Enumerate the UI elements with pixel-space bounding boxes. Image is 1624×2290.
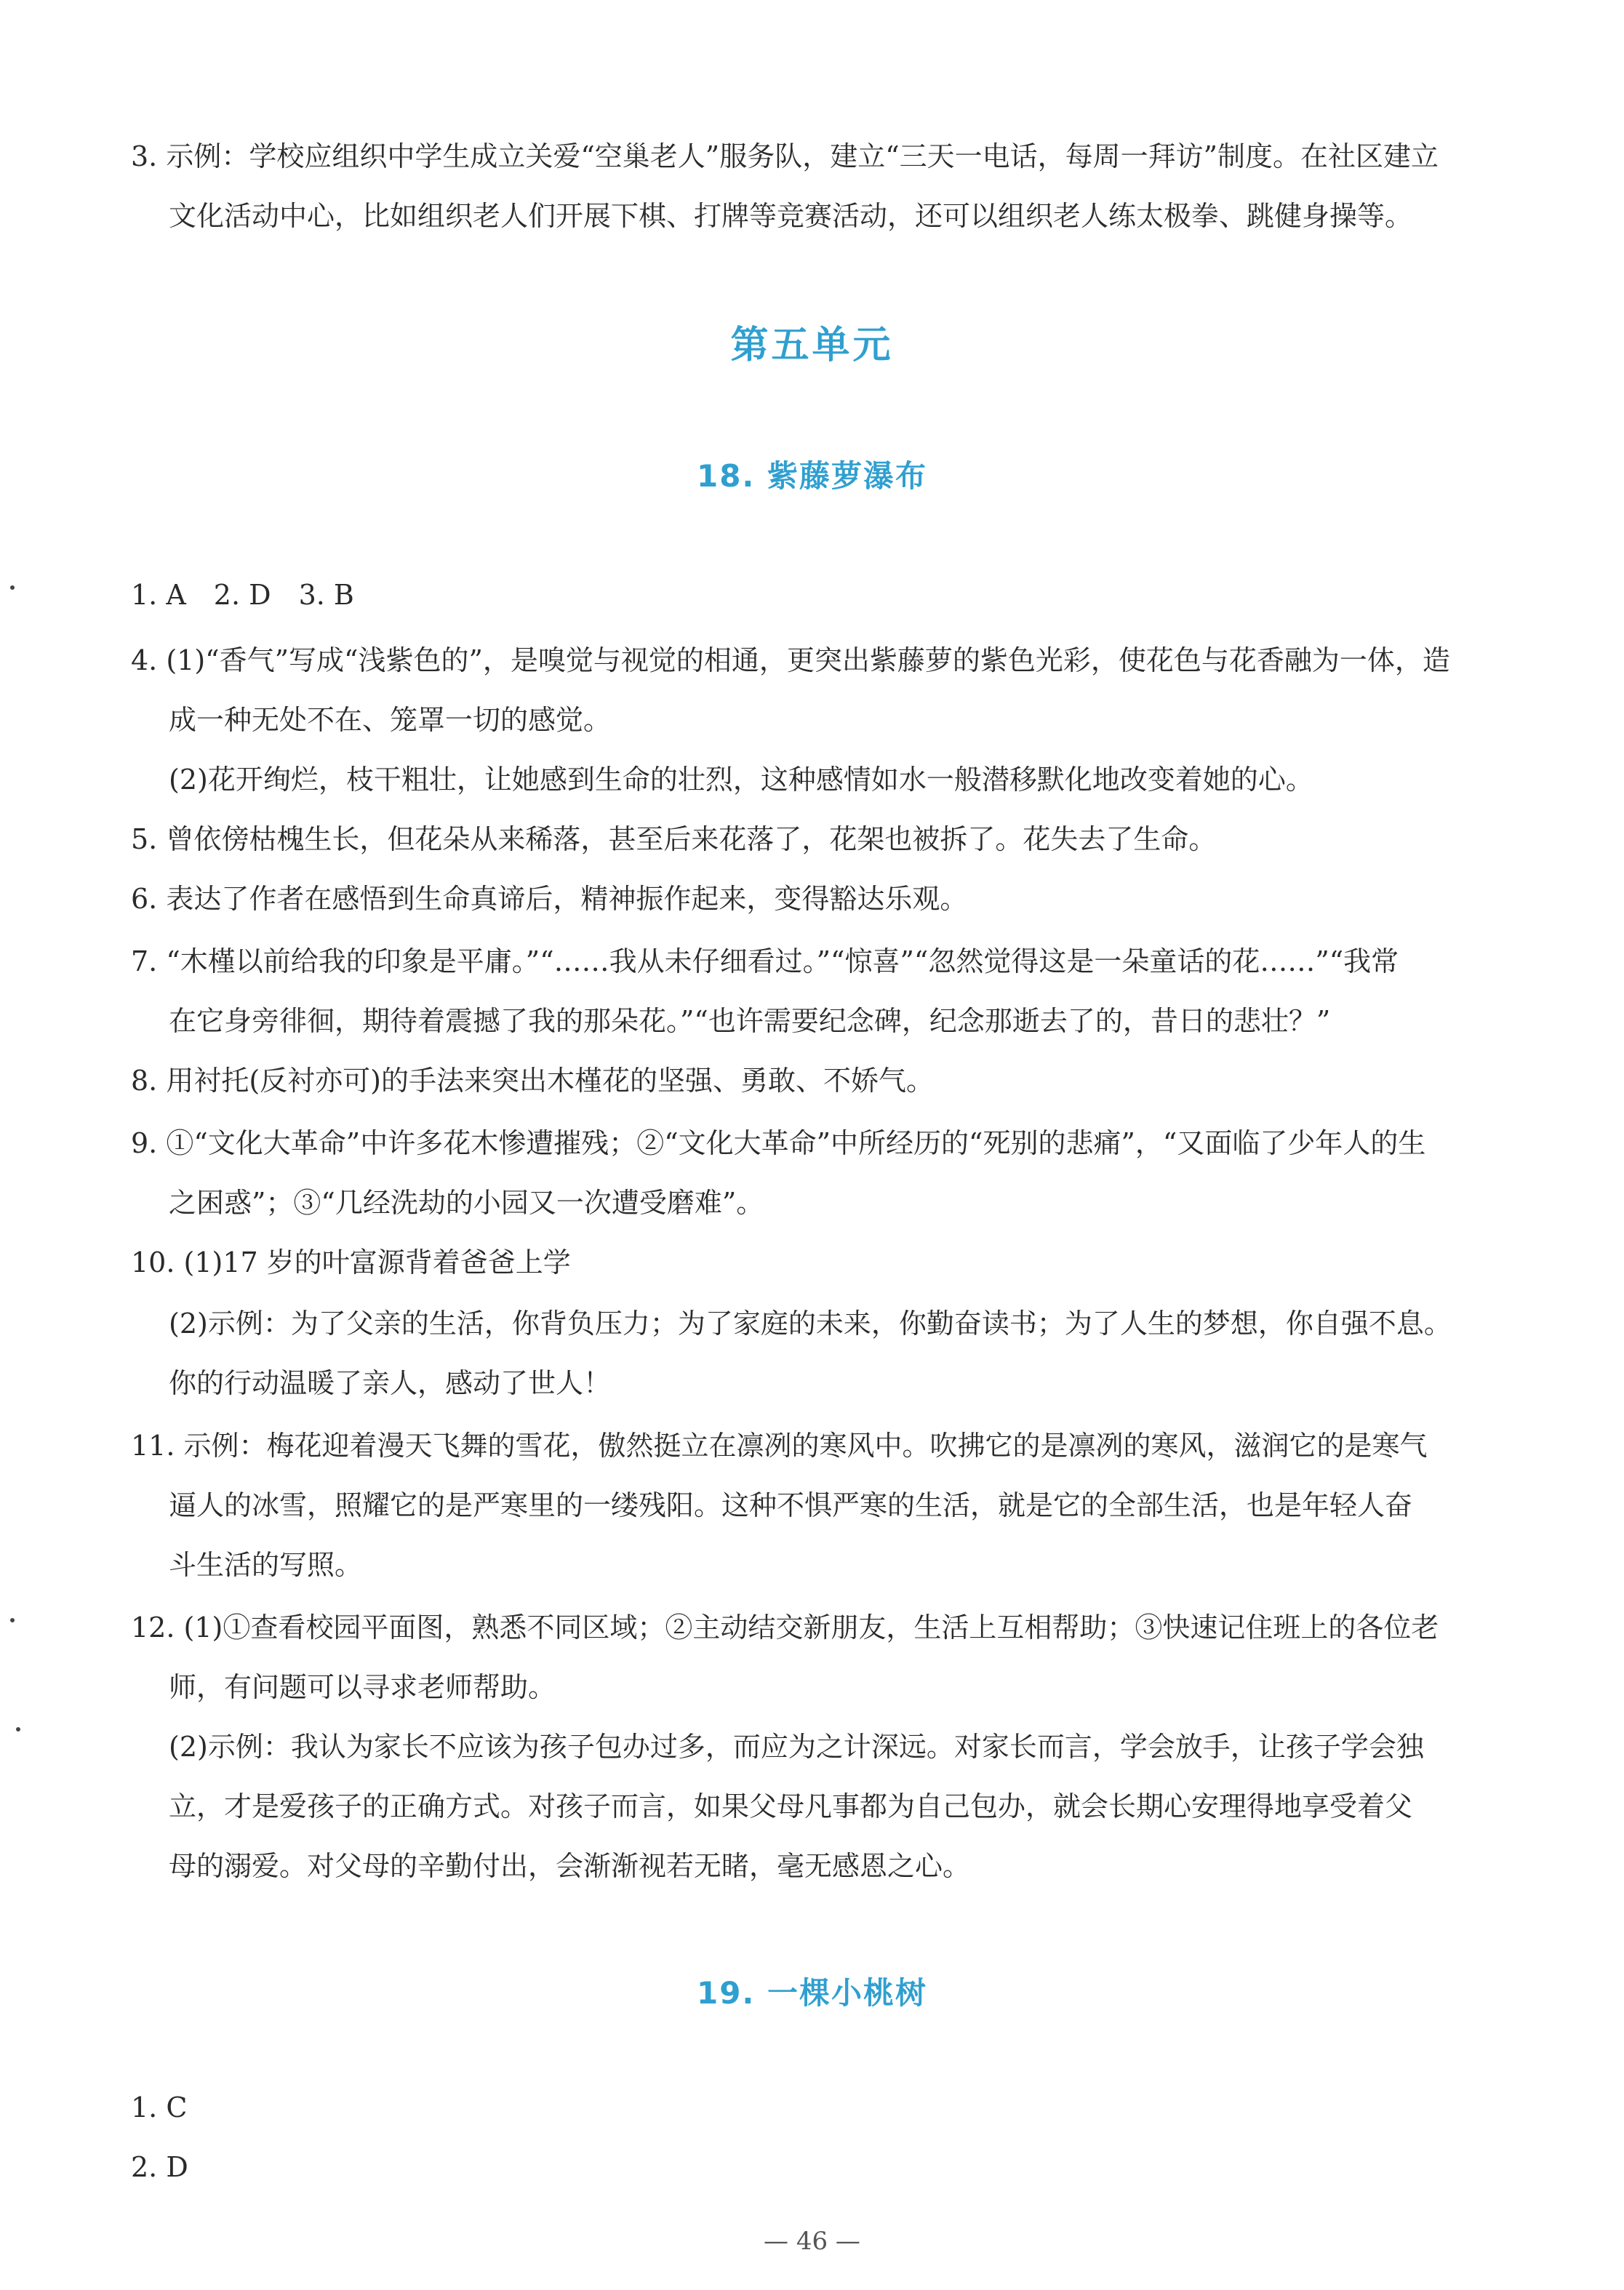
answer-5: 5. 曾依傍枯槐生长，但花朵从来稀落，甚至后来花落了，花架也被拆了。花失去了生命。 (131, 823, 1217, 855)
answer-3-line-1: 3. 示例：学校应组织中学生成立关爱“空巢老人”服务队，建立“三天一电话，每周一拜访”制度。在社区建立 (131, 140, 1439, 172)
answer-8: 8. 用衬托(反衬亦可)的手法来突出木槿花的坚强、勇敢、不娇气。 (131, 1065, 934, 1097)
answer-12-1-line-1: 12. (1)①查看校园平面图，熟悉不同区域；②主动结交新朋友，生活上互相帮助；③快速记住班上的各位老 (131, 1612, 1439, 1644)
answer-6: 6. 表达了作者在感悟到生命真谛后，精神振作起来，变得豁达乐观。 (131, 883, 968, 915)
unit-title: 第五单元 (730, 324, 894, 367)
answer-10-1: 10. (1)17 岁的叶富源背着爸爸上学 (131, 1246, 571, 1278)
answer-12-1-line-2: 师，有问题可以寻求老师帮助。 (169, 1671, 556, 1703)
answer-19-2: 2. D (131, 2151, 188, 2183)
answer-10-2-line-2: 你的行动温暖了亲人，感动了世人！ (169, 1367, 612, 1399)
answer-11-line-3: 斗生活的写照。 (169, 1549, 363, 1581)
answer-11-line-1: 11. 示例：梅花迎着漫天飞舞的雪花，傲然挺立在凛冽的寒风中。吹拂它的是凛冽的寒风，滋润它的是寒气 (131, 1430, 1428, 1462)
page-number: — 46 — (764, 2227, 860, 2256)
lesson-18-title: 18. 紫藤萝瀑布 (696, 458, 928, 494)
margin-mark (10, 585, 15, 590)
answer-4-1-line-2: 成一种无处不在、笼罩一切的感觉。 (169, 704, 612, 736)
answer-4-1-line-1: 4. (1)“香气”写成“浅紫色的”，是嗅觉与视觉的相通，更突出紫藤萝的紫色光彩，使花色与花香融为一体，造 (131, 644, 1450, 676)
answer-7-line-1: 7. “木槿以前给我的印象是平庸。”“……我从未仔细看过。”“惊喜”“忽然觉得这是一朵童话的花……”“我常 (131, 945, 1399, 977)
answer-12-2-line-1: (2)示例：我认为家长不应该为孩子包办过多，而应为之计深远。对家长而言，学会放手，让孩子学会独 (169, 1731, 1424, 1763)
lesson-19-title: 19. 一棵小桃树 (696, 1975, 928, 2011)
answer-7-line-2: 在它身旁徘徊，期待着震撼了我的那朵花。”“也许需要纪念碑，纪念那逝去了的，昔日的悲壮？” (169, 1005, 1331, 1037)
answer-3-line-2: 文化活动中心，比如组织老人们开展下棋、打牌等竞赛活动，还可以组织老人练太极拳、跳健身操等。 (169, 200, 1413, 232)
margin-mark (10, 1618, 15, 1622)
answer-9-line-1: 9. ①“文化大革命”中许多花木惨遭摧残；②“文化大革命”中所经历的“死别的悲痛”，“又面临了少年人的生 (131, 1127, 1426, 1159)
answer-10-2-line-1: (2)示例：为了父亲的生活，你背负压力；为了家庭的未来，你勤奋读书；为了人生的梦想，你自强不息。 (169, 1308, 1452, 1340)
answer-1-3: 1. A 2. D 3. B (131, 579, 354, 611)
margin-mark (16, 1727, 20, 1731)
answer-19-1: 1. C (131, 2091, 188, 2123)
answer-12-2-line-3: 母的溺爱。对父母的辛勤付出，会渐渐视若无睹，毫无感恩之心。 (169, 1850, 971, 1882)
answer-4-2: (2)花开绚烂，枝干粗壮，让她感到生命的壮烈，这种感情如水一般潜移默化地改变着她的心。 (169, 764, 1313, 796)
answer-12-2-line-2: 立，才是爱孩子的正确方式。对孩子而言，如果父母凡事都为自己包办，就会长期心安理得地享受着父 (169, 1790, 1413, 1822)
answer-11-line-2: 逼人的冰雪，照耀它的是严寒里的一缕残阳。这种不惧严寒的生活，就是它的全部生活，也是年轻人奋 (169, 1489, 1413, 1521)
answer-9-line-2: 之困惑”；③“几经洗劫的小园又一次遭受磨难”。 (169, 1187, 764, 1219)
